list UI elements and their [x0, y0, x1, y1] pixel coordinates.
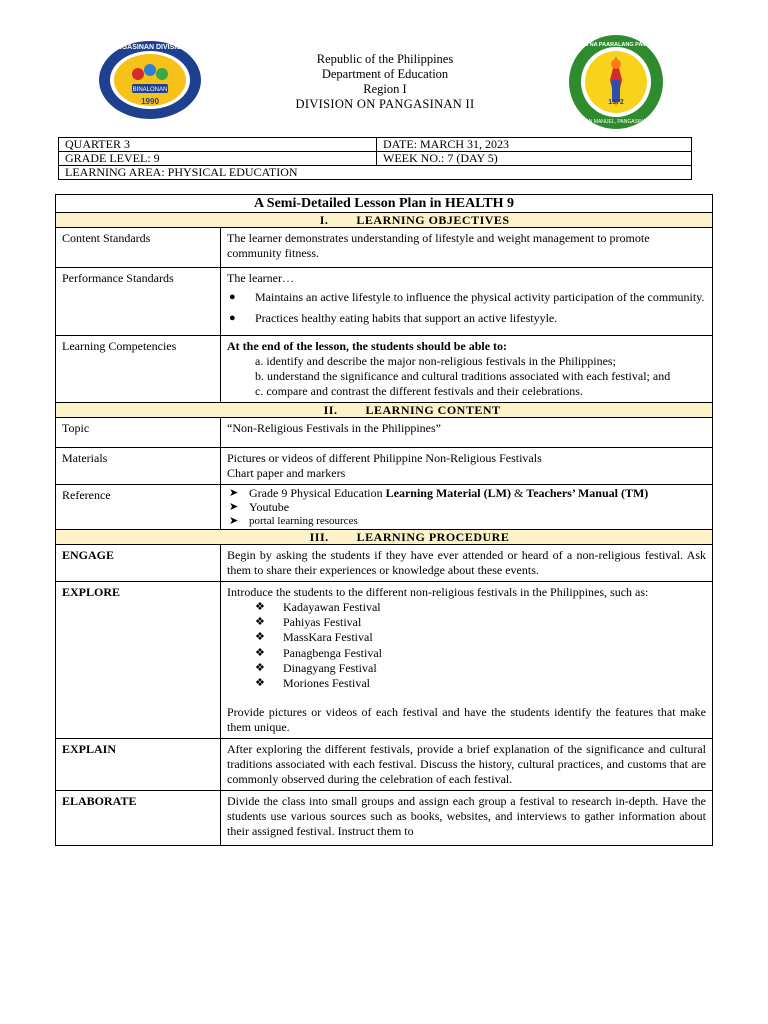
engage-label: ENGAGE [56, 545, 221, 582]
materials-line-2: Chart paper and markers [227, 466, 346, 480]
explain-label: EXPLAIN [56, 739, 221, 791]
list-item: ❖ Pahiyas Festival [255, 615, 706, 630]
section-number: III. [309, 530, 329, 544]
section-number: II. [323, 403, 338, 417]
svg-text:PANGASINAN DIVISION II: PANGASINAN DIVISION II [107, 44, 193, 51]
svg-text:MATAAS NA PAARALANG PAMBANSA: MATAAS NA PAARALANG PAMBANSA [565, 42, 667, 48]
section-number: I. [319, 213, 329, 227]
competency-b: b. understand the significance and cultural traditions associated with each festival; and [255, 369, 671, 383]
reference-cell [221, 485, 713, 530]
list-item: ❖ Moriones Festival [255, 676, 706, 691]
list-item: ❖ Panagbenga Festival [255, 646, 706, 661]
header-republic: Republic of the Philippines [316, 52, 454, 66]
header-division: DIVISION ON PANGASINAN II [295, 97, 475, 111]
materials-line-1: Pictures or videos of different Philippine Non-Religious Festivals [227, 451, 542, 465]
explore-outro: Provide pictures or videos of each festival and have the students identify the features that make them unique. [227, 705, 706, 735]
materials-cell [221, 448, 713, 485]
lesson-info-table [58, 137, 692, 180]
list-item: ❖ Dinagyang Festival [255, 661, 706, 676]
grade-level-cell: GRADE LEVEL: 9 [59, 152, 377, 166]
list-item: ● Practices healthy eating habits that support an active lifestyyle. [227, 311, 706, 326]
svg-text:SAN MANUEL, PANGASINAN: SAN MANUEL, PANGASINAN [582, 119, 650, 125]
week-cell: WEEK NO.: 7 (DAY 5) [377, 152, 692, 166]
content-standards-label: Content Standards [56, 228, 221, 268]
lesson-plan-title: A Semi-Detailed Lesson Plan in HEALTH 9 [56, 195, 713, 213]
section-label: LEARNING PROCEDURE [356, 530, 510, 544]
learning-competencies-label: Learning Competencies [56, 336, 221, 403]
content-standards-text: The learner demonstrates understanding of lifestyle and weight management to promote community fitness. [221, 228, 713, 268]
engage-text: Begin by asking the students if they have ever attended or heard of a non-religious festival. Ask them to share their experiences or knowledge about these events. [221, 545, 713, 582]
header-region: Region I [363, 82, 407, 96]
performance-standards-label: Performance Standards [56, 268, 221, 336]
document-header [230, 52, 540, 112]
explore-intro: Introduce the students to the different non-religious festivals in the Philippines, such as: [227, 585, 649, 599]
reference-text: Grade 9 Physical Education [249, 486, 386, 500]
topic-text: “Non-Religious Festivals in the Philippines” [221, 418, 713, 448]
reference-list [227, 486, 706, 528]
competency-c: c. compare and contrast the different festivals and their celebrations. [255, 384, 583, 398]
reference-tm: Teachers’ Manual (TM) [526, 486, 649, 500]
list-item: ❖ Kadayawan Festival [255, 600, 706, 615]
section-label: LEARNING CONTENT [365, 403, 501, 417]
header-department: Department of Education [321, 67, 449, 81]
competency-a: a. identify and describe the major non-religious festivals in the Philippines; [255, 354, 616, 368]
materials-label: Materials [56, 448, 221, 485]
svg-text:1972: 1972 [608, 99, 624, 106]
section-learning-content [56, 403, 713, 418]
date-cell: DATE: MARCH 31, 2023 [377, 138, 692, 152]
quarter-cell: QUARTER 3 [59, 138, 377, 152]
topic-label: Topic [56, 418, 221, 448]
section-learning-procedure [56, 530, 713, 545]
elaborate-label: ELABORATE [56, 791, 221, 846]
list-item [227, 486, 706, 500]
pangasinan-division-seal-logo [98, 40, 202, 120]
elaborate-cell [221, 791, 713, 846]
list-item: ❖ MassKara Festival [255, 630, 706, 645]
performance-intro: The learner… [227, 271, 294, 285]
svg-text:1990: 1990 [141, 97, 159, 106]
list-item: ➤ Youtube [227, 500, 706, 514]
learning-competencies-cell [221, 336, 713, 403]
list-item: ● Maintains an active lifestyle to influence the physical activity participation of the community. [227, 290, 706, 305]
explore-label: EXPLORE [56, 582, 221, 739]
learning-area-cell: LEARNING AREA: PHYSICAL EDUCATION [59, 166, 692, 180]
performance-list [227, 290, 706, 326]
explain-text: After exploring the different festivals, provide a brief explanation of the significance and cultural traditions associated with each festival. Discuss the history, cultural practices, and customs that are commonly observed during the celebration of each festival. [221, 739, 713, 791]
performance-standards-cell [221, 268, 713, 336]
reference-text: & [510, 486, 527, 500]
svg-text:BINALONAN: BINALONAN [132, 87, 168, 93]
elaborate-text: Divide the class into small groups and assign each group a festival to research in-depth. Have the students use various sources such as books, websites, and interviews to gather information about their assigned festival. Instruct them to [227, 794, 706, 839]
explore-cell [221, 582, 713, 739]
lesson-plan-table [55, 194, 713, 846]
section-label: LEARNING OBJECTIVES [356, 213, 510, 227]
section-learning-objectives [56, 213, 713, 228]
school-seal-logo [562, 34, 670, 130]
competencies-lead: At the end of the lesson, the students should be able to: [227, 339, 508, 353]
list-item: ➤ portal learning resources [227, 514, 706, 528]
reference-label: Reference [56, 485, 221, 530]
festival-list [227, 600, 706, 691]
reference-lm: Learning Material (LM) [385, 486, 511, 500]
